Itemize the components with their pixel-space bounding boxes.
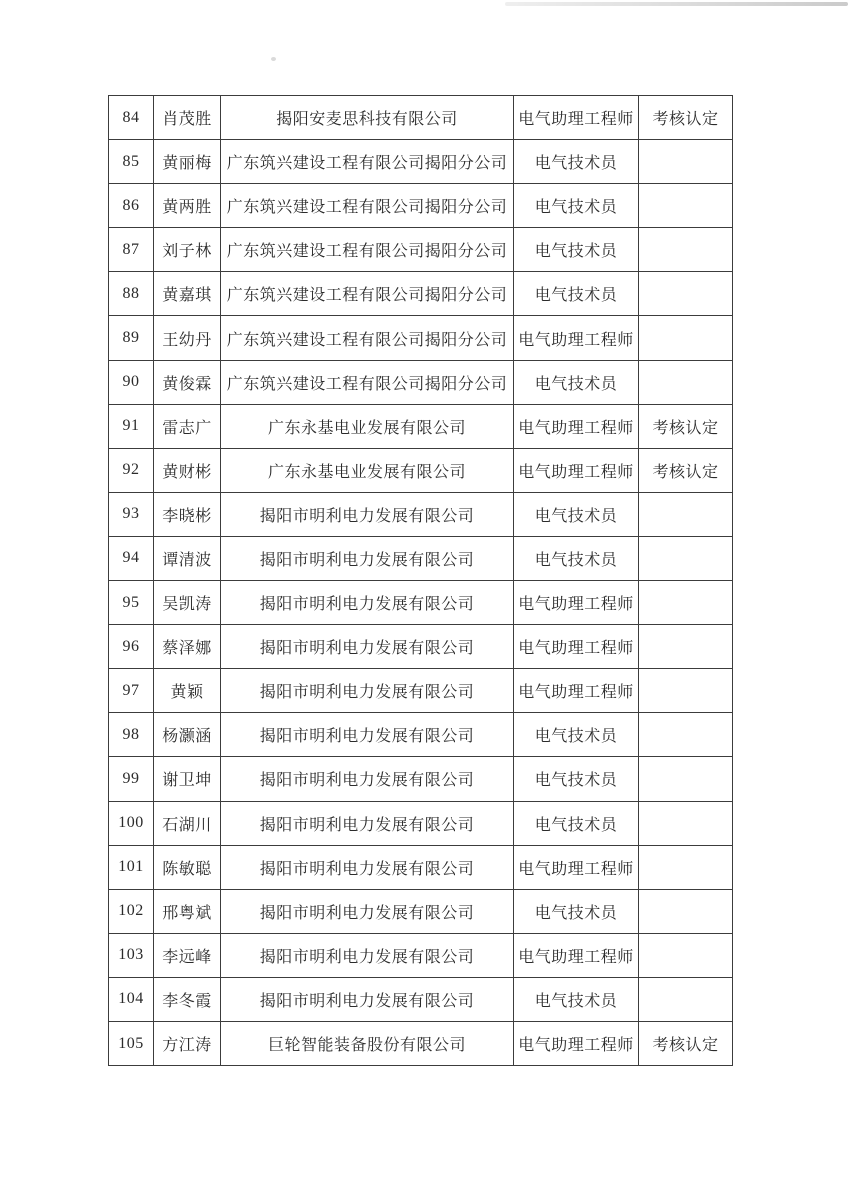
cell-row-number: 96 [109,625,154,669]
cell-row-number: 87 [109,228,154,272]
table-row [109,536,733,580]
cell-row-number: 88 [109,272,154,316]
cell-assessment-result [639,757,733,801]
cell-job-title: 电气技术员 [514,977,639,1021]
cell-person-name: 黄颖 [154,669,221,713]
table-row [109,184,733,228]
cell-person-name: 黄俊霖 [154,360,221,404]
cell-assessment-result [639,360,733,404]
cell-person-name: 蔡泽娜 [154,625,221,669]
cell-assessment-result: 考核认定 [639,404,733,448]
table-row [109,581,733,625]
cell-job-title: 电气助理工程师 [514,448,639,492]
table-row [109,801,733,845]
cell-job-title: 电气技术员 [514,228,639,272]
cell-assessment-result [639,316,733,360]
cell-row-number: 103 [109,933,154,977]
cell-company: 巨轮智能装备股份有限公司 [221,1021,514,1065]
cell-company: 揭阳市明利电力发展有限公司 [221,757,514,801]
cell-person-name: 黄财彬 [154,448,221,492]
cell-job-title: 电气助理工程师 [514,625,639,669]
cell-row-number: 102 [109,889,154,933]
cell-company: 广东筑兴建设工程有限公司揭阳分公司 [221,140,514,184]
cell-person-name: 李冬霞 [154,977,221,1021]
cell-job-title: 电气助理工程师 [514,316,639,360]
cell-person-name: 杨灏涵 [154,713,221,757]
cell-person-name: 王幼丹 [154,316,221,360]
cell-assessment-result [639,272,733,316]
cell-assessment-result [639,228,733,272]
cell-company: 揭阳市明利电力发展有限公司 [221,801,514,845]
cell-job-title: 电气助理工程师 [514,404,639,448]
cell-job-title: 电气技术员 [514,536,639,580]
table-row [109,889,733,933]
cell-company: 广东筑兴建设工程有限公司揭阳分公司 [221,272,514,316]
cell-company: 广东筑兴建设工程有限公司揭阳分公司 [221,228,514,272]
cell-row-number: 104 [109,977,154,1021]
cell-job-title: 电气技术员 [514,801,639,845]
cell-job-title: 电气助理工程师 [514,581,639,625]
table-row [109,625,733,669]
cell-row-number: 90 [109,360,154,404]
cell-person-name: 李晓彬 [154,492,221,536]
table-row [109,669,733,713]
cell-person-name: 黄两胜 [154,184,221,228]
cell-company: 揭阳市明利电力发展有限公司 [221,713,514,757]
table-row [109,757,733,801]
cell-assessment-result: 考核认定 [639,96,733,140]
cell-assessment-result [639,581,733,625]
cell-assessment-result [639,625,733,669]
cell-row-number: 84 [109,96,154,140]
cell-company: 揭阳市明利电力发展有限公司 [221,492,514,536]
cell-company: 广东永基电业发展有限公司 [221,448,514,492]
cell-job-title: 电气助理工程师 [514,1021,639,1065]
cell-person-name: 谢卫坤 [154,757,221,801]
cell-row-number: 98 [109,713,154,757]
cell-row-number: 101 [109,845,154,889]
cell-person-name: 方江涛 [154,1021,221,1065]
cell-company: 广东筑兴建设工程有限公司揭阳分公司 [221,184,514,228]
cell-job-title: 电气助理工程师 [514,96,639,140]
cell-assessment-result: 考核认定 [639,1021,733,1065]
table-row [109,845,733,889]
cell-row-number: 85 [109,140,154,184]
table-row [109,360,733,404]
cell-person-name: 石湖川 [154,801,221,845]
cell-job-title: 电气技术员 [514,140,639,184]
cell-assessment-result [639,977,733,1021]
cell-company: 揭阳市明利电力发展有限公司 [221,889,514,933]
cell-row-number: 94 [109,536,154,580]
table-row [109,713,733,757]
cell-company: 广东永基电业发展有限公司 [221,404,514,448]
scan-artifact-speck [271,57,276,61]
cell-assessment-result [639,845,733,889]
cell-row-number: 89 [109,316,154,360]
table-row [109,933,733,977]
scan-artifact-streak [505,2,848,6]
cell-job-title: 电气技术员 [514,492,639,536]
cell-company: 广东筑兴建设工程有限公司揭阳分公司 [221,360,514,404]
table-row [109,96,733,140]
cell-assessment-result [639,669,733,713]
cell-row-number: 100 [109,801,154,845]
cell-company: 揭阳安麦思科技有限公司 [221,96,514,140]
cell-row-number: 97 [109,669,154,713]
table-row [109,977,733,1021]
table-row [109,228,733,272]
cell-company: 揭阳市明利电力发展有限公司 [221,669,514,713]
personnel-roster-table [108,95,733,1066]
cell-person-name: 刘子林 [154,228,221,272]
cell-assessment-result: 考核认定 [639,448,733,492]
cell-assessment-result [639,801,733,845]
roster-table-body [109,96,733,1066]
cell-assessment-result [639,184,733,228]
cell-row-number: 93 [109,492,154,536]
cell-row-number: 105 [109,1021,154,1065]
cell-assessment-result [639,889,733,933]
cell-row-number: 91 [109,404,154,448]
cell-person-name: 谭清波 [154,536,221,580]
cell-person-name: 邢粤斌 [154,889,221,933]
table-row [109,1021,733,1065]
cell-job-title: 电气技术员 [514,757,639,801]
cell-company: 揭阳市明利电力发展有限公司 [221,536,514,580]
table-row [109,404,733,448]
cell-company: 揭阳市明利电力发展有限公司 [221,933,514,977]
table-row [109,140,733,184]
cell-job-title: 电气助理工程师 [514,669,639,713]
cell-row-number: 92 [109,448,154,492]
cell-job-title: 电气助理工程师 [514,933,639,977]
table-row [109,492,733,536]
cell-person-name: 肖茂胜 [154,96,221,140]
cell-assessment-result [639,536,733,580]
cell-assessment-result [639,713,733,757]
cell-company: 揭阳市明利电力发展有限公司 [221,581,514,625]
cell-company: 揭阳市明利电力发展有限公司 [221,625,514,669]
table-row [109,272,733,316]
cell-row-number: 86 [109,184,154,228]
cell-person-name: 黄丽梅 [154,140,221,184]
cell-person-name: 吴凯涛 [154,581,221,625]
table-row [109,316,733,360]
cell-job-title: 电气技术员 [514,713,639,757]
cell-job-title: 电气技术员 [514,272,639,316]
cell-company: 揭阳市明利电力发展有限公司 [221,977,514,1021]
cell-person-name: 黄嘉琪 [154,272,221,316]
cell-company: 揭阳市明利电力发展有限公司 [221,845,514,889]
cell-row-number: 95 [109,581,154,625]
cell-company: 广东筑兴建设工程有限公司揭阳分公司 [221,316,514,360]
cell-job-title: 电气技术员 [514,360,639,404]
cell-person-name: 李远峰 [154,933,221,977]
cell-person-name: 雷志广 [154,404,221,448]
cell-job-title: 电气助理工程师 [514,845,639,889]
cell-row-number: 99 [109,757,154,801]
cell-assessment-result [639,933,733,977]
cell-assessment-result [639,140,733,184]
table-row [109,448,733,492]
cell-assessment-result [639,492,733,536]
cell-person-name: 陈敏聪 [154,845,221,889]
cell-job-title: 电气技术员 [514,889,639,933]
cell-job-title: 电气技术员 [514,184,639,228]
